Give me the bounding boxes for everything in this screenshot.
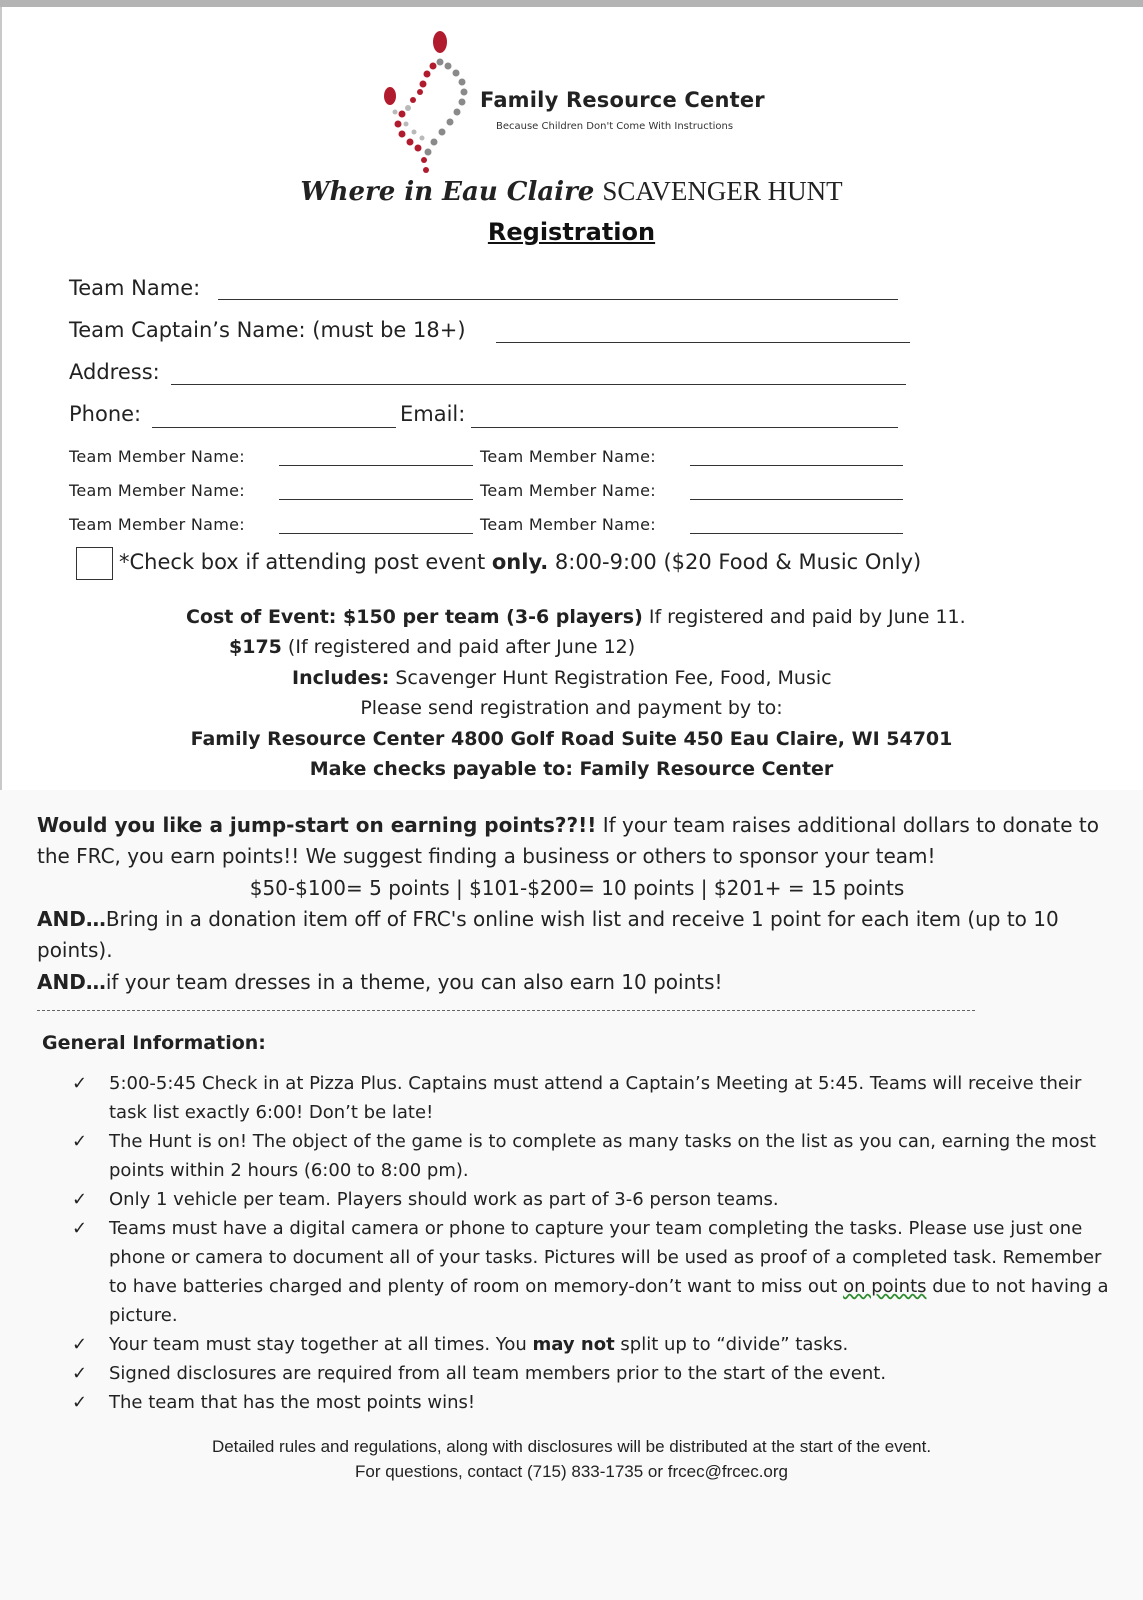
late-cost-line [229, 636, 635, 658]
captain-name-label: Team Captain’s Name: (must be 18+) [69, 318, 466, 342]
cost-deadline: If registered and paid by June 11. [642, 606, 966, 628]
together-rule-end: split up to “divide” tasks. [614, 1334, 849, 1355]
late-cost-note: (If registered and paid after June 12) [281, 636, 636, 658]
jumpstart-paragraph [37, 810, 1117, 872]
registration-heading: Registration [487, 218, 656, 246]
member-label: Team Member Name: [480, 515, 656, 534]
team-name-field[interactable] [218, 299, 898, 300]
title-script: Where in Eau Claire [300, 177, 595, 207]
jumpstart-heading: Would you like a jump-start on earning points??!! [37, 813, 597, 837]
member-field[interactable] [279, 533, 473, 534]
general-item [72, 1388, 1120, 1417]
general-item [72, 1330, 1120, 1359]
general-info-heading: General Information: [42, 1032, 266, 1054]
together-rule-text: Your team must stay together at all times. You [109, 1334, 533, 1355]
check-icon: ✓ [72, 1189, 88, 1210]
team-name-label: Team Name: [69, 276, 201, 300]
and-prefix: AND… [37, 970, 106, 994]
check-icon: ✓ [72, 1334, 88, 1355]
general-item [72, 1359, 1120, 1388]
member-label: Team Member Name: [69, 447, 245, 466]
post-event-label [119, 550, 921, 574]
phone-label: Phone: [69, 402, 142, 426]
point-tiers: $50-$100= 5 points | $101-$200= 10 points | $201+ = 15 points [249, 876, 905, 900]
general-item [72, 1214, 1120, 1330]
includes-text: Scavenger Hunt Registration Fee, Food, Music [389, 667, 832, 689]
footer-contact: For questions, contact (715) 833-1735 or frcec@frcec.org [354, 1462, 789, 1481]
camera-rule-end: due to not having a picture. [109, 1276, 1109, 1326]
check-icon: ✓ [72, 1392, 88, 1413]
general-item-text [109, 1214, 1120, 1330]
post-event-prefix: *Check box if attending post event [119, 550, 492, 574]
member-field[interactable] [279, 465, 473, 466]
page-left-border [0, 7, 2, 790]
frc-heart-logo [378, 28, 483, 178]
email-label: Email: [400, 402, 466, 426]
footer-rules-note: Detailed rules and regulations, along with disclosures will be distributed at the start of the event. [211, 1437, 932, 1456]
send-instruction: Please send registration and payment by to: [360, 697, 783, 719]
address-field[interactable] [171, 384, 906, 385]
general-item [72, 1069, 1120, 1127]
may-not-text: may not [532, 1334, 615, 1355]
post-event-suffix: 8:00-9:00 ($20 Food & Music Only) [548, 550, 922, 574]
email-field[interactable] [471, 427, 898, 428]
dashed-divider [37, 1010, 975, 1011]
check-icon: ✓ [72, 1218, 88, 1239]
donation-item-paragraph [37, 904, 1117, 966]
general-item [72, 1185, 1120, 1214]
theme-paragraph [37, 967, 1117, 998]
check-icon: ✓ [72, 1131, 88, 1152]
member-label: Team Member Name: [480, 447, 656, 466]
event-title [0, 176, 1143, 207]
org-name: Family Resource Center [480, 88, 765, 112]
general-item-text: The Hunt is on! The object of the game is to complete as many tasks on the list as you can, earning the most points within 2 hours (6:00 to 8:00 pm). [109, 1131, 1097, 1181]
check-icon: ✓ [72, 1363, 88, 1384]
on-points-text: on points [843, 1276, 927, 1297]
member-label: Team Member Name: [69, 481, 245, 500]
org-tagline: Because Children Don't Come With Instructions [496, 121, 734, 132]
captain-name-field[interactable] [496, 342, 910, 343]
member-field[interactable] [690, 499, 903, 500]
address-label: Address: [69, 360, 160, 384]
post-event-checkbox[interactable] [76, 547, 113, 580]
cost-amount: Cost of Event: $150 per team (3-6 players) [186, 606, 643, 628]
jumpstart-text: If your team raises additional dollars to donate to the FRC, you earn points!! We suggest finding a business or others to sponsor your team! [37, 813, 1099, 868]
general-item-text: Only 1 vehicle per team. Players should work as part of 3-6 person teams. [109, 1189, 779, 1210]
member-label: Team Member Name: [69, 515, 245, 534]
camera-rule-text: Teams must have a digital camera or phone to capture your team completing the tasks. Please use just one phone or camera to document all of your tasks. Pictures will be used as proof of a completed task. Remember to have batteries charged and plenty of room on memory-don’t want to miss out [109, 1218, 1102, 1297]
post-event-only: only. [491, 550, 549, 574]
and-prefix: AND… [37, 907, 106, 931]
general-item-text: The team that has the most points wins! [109, 1392, 476, 1413]
check-icon: ✓ [72, 1073, 88, 1094]
includes-label: Includes: [292, 667, 390, 689]
late-cost-amount: $175 [229, 636, 282, 658]
general-item [72, 1127, 1120, 1185]
title-caps: SCAVENGER HUNT [602, 176, 843, 206]
member-field[interactable] [690, 533, 903, 534]
member-label: Team Member Name: [480, 481, 656, 500]
general-item-text [109, 1330, 1120, 1359]
general-item-text: Signed disclosures are required from all team members prior to the start of the event. [109, 1363, 887, 1384]
general-item-text: 5:00-5:45 Check in at Pizza Plus. Captains must attend a Captain’s Meeting at 5:45. Teams will receive their task list exactly 6:00! Don’t be late! [109, 1073, 1082, 1123]
includes-line [292, 667, 832, 689]
cost-line [186, 606, 966, 628]
mailing-address: Family Resource Center 4800 Golf Road Suite 450 Eau Claire, WI 54701 [190, 728, 953, 750]
phone-field[interactable] [152, 427, 396, 428]
member-field[interactable] [690, 465, 903, 466]
checks-payable: Make checks payable to: Family Resource Center [309, 758, 834, 780]
member-field[interactable] [279, 499, 473, 500]
page-top-border [0, 0, 1143, 7]
theme-text: if your team dresses in a theme, you can also earn 10 points! [105, 970, 723, 994]
donation-item-text: Bring in a donation item off of FRC's online wish list and receive 1 point for each item (up to 10 points). [37, 907, 1059, 962]
